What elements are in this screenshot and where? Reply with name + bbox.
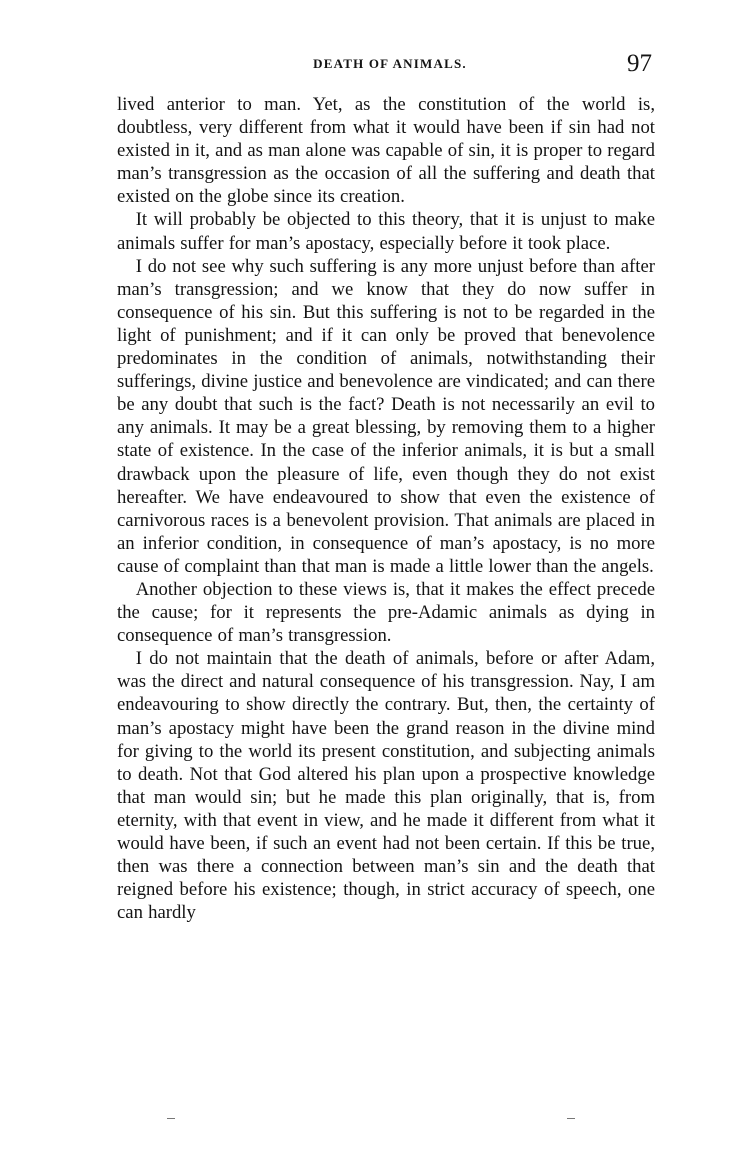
bleed-through-marks [117,1118,655,1128]
ink-mark [167,1118,175,1122]
running-head: DEATH OF ANIMALS. [313,56,467,71]
paragraph: Another objection to these views is, that it makes the effect precede the cause; for it represents the pre-Adamic animals as dying in consequence of man’s transgression. [117,578,655,647]
ink-mark [567,1118,575,1122]
page-header [120,50,660,90]
paragraph: It will probably be objected to this theory, that it is unjust to make animals suffer for man’s apostacy, especially before it took place. [117,209,655,254]
paragraph: I do not see why such suffering is any more unjust before than after man’s transgression; and we know that they do now suffer in consequence of his sin. But this suffering is not to be regarded in the light of punishment; and if it can only be proved that benevolence predominates in the condition of animals, notwithstanding their sufferings, divine justice and benevolence are vindicated; and can there be any doubt that such is the fact? Death is not necessarily an evil to any animals. It may be a great blessing, by removing them to a higher state of existence. In the case of the inferior animals, it is but a small drawback upon the pleasure of life, even though they do not exist hereafter. We have endeavoured to show that even the existence of carnivorous races is a benevolent provision. That animals are placed in an inferior condition, in consequence of man’s apostacy, is no more cause of complaint than that man is made a little lower than the angels. [117,255,655,577]
paragraph: I do not maintain that the death of animals, before or after Adam, was the direct and natural consequence of his transgression. Nay, I am endeavouring to show directly the contrary. But, then, the certainty of man’s apostacy might have been the grand reason in the divine mind for giving to the world its present constitution, and subjecting animals to death. Not that God altered his plan upon a prospective knowledge that man would sin; but he made this plan originally, that is, from eternity, with that event in view, and he made it different from what it would have been, if such an event had not been certain. If this be true, then was there a connection between man’s sin and the death that reigned before his existence; though, in strict accuracy of speech, one can hardly [117,648,655,924]
page-number: 97 [627,50,652,77]
body-text [117,93,655,924]
paragraph: lived anterior to man. Yet, as the constitution of the world is, doubtless, very different from what it would have been if sin had not existed in it, and as man alone was capable of sin, it is proper to regard man’s transgression as the occasion of all the suffering and death that existed on the globe since its creation. [117,94,655,208]
